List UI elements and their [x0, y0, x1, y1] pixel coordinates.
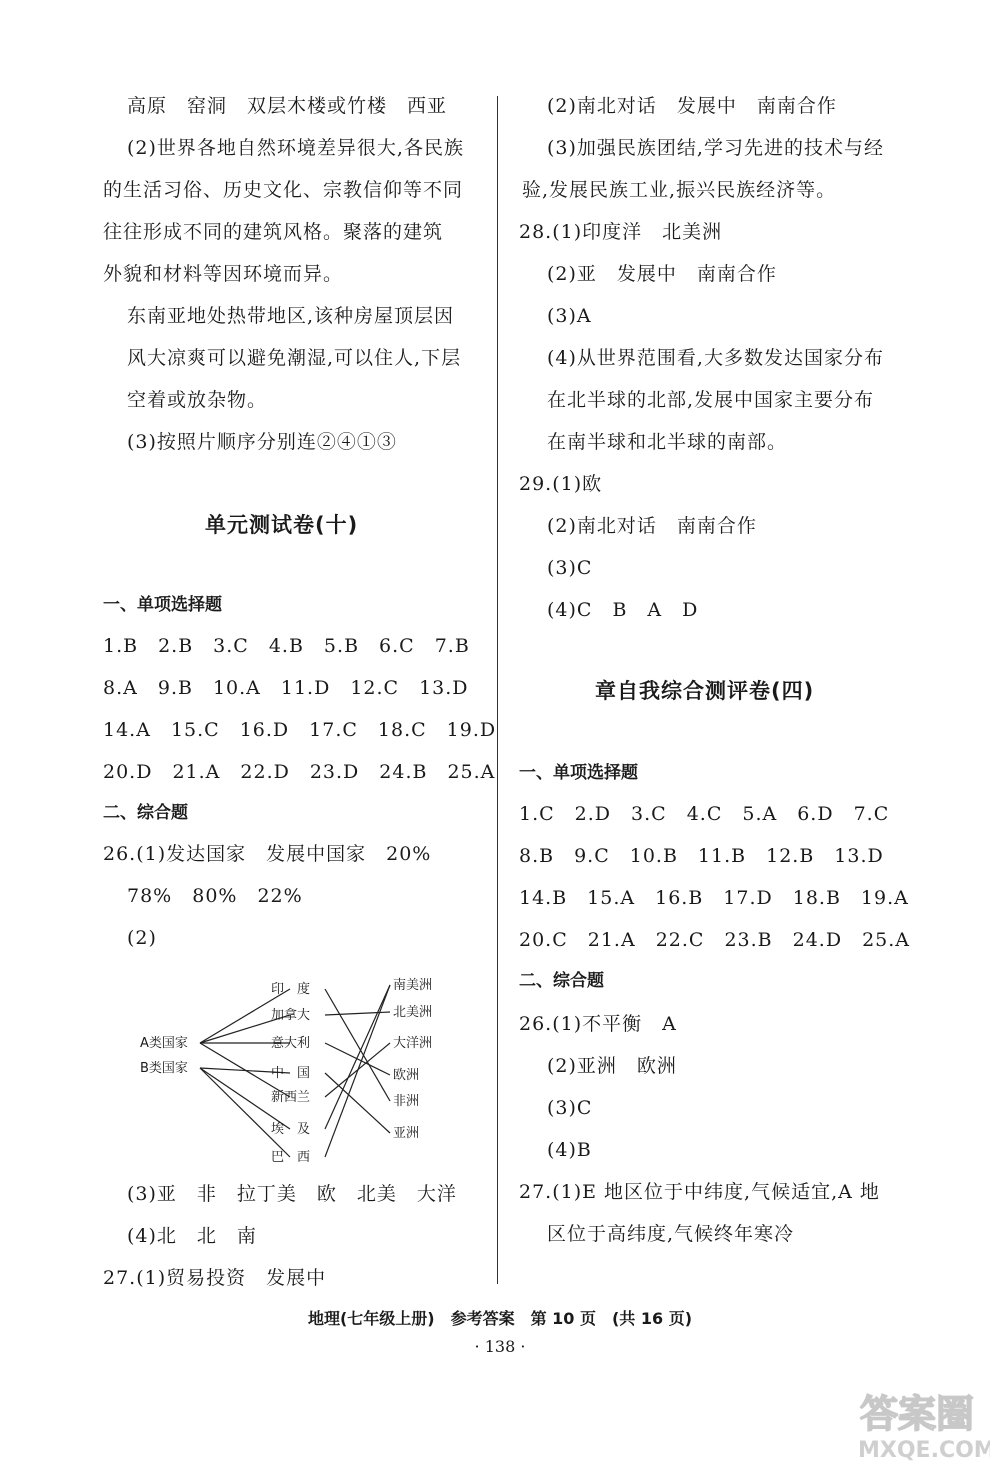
text-line: 26.(1)不平衡 A	[519, 1013, 677, 1035]
answer-row: 8.A 9.B 10.A 11.D 12.C 13.D	[103, 677, 469, 699]
answer-row: 1.C 2.D 3.C 4.C 5.A 6.D 7.C	[519, 803, 890, 825]
text-line: 27.(1)贸易投资 发展中	[103, 1267, 327, 1289]
unit-test-title: 单元测试卷(十)	[205, 513, 359, 537]
text-line: 空着或放杂物。	[127, 389, 268, 411]
answer-row: 20.C 21.A 22.C 23.B 24.D 25.A	[519, 929, 911, 951]
text-line: (4)从世界范围看,大多数发达国家分布	[547, 347, 884, 369]
answer-row: 14.A 15.C 16.D 17.C 18.C 19.D	[103, 719, 497, 741]
diagram-country: 埃 及	[271, 1122, 311, 1137]
diagram-continent: 非洲	[393, 1094, 420, 1109]
text-line: 风大凉爽可以避免潮湿,可以住人,下层	[127, 347, 462, 369]
section-heading-choice: 一、单项选择题	[519, 763, 638, 783]
section-heading-choice: 一、单项选择题	[103, 595, 222, 615]
text-line: (3)C	[547, 1097, 593, 1119]
diagram-continent: 南美洲	[393, 978, 433, 993]
answer-row: 1.B 2.B 3.C 4.B 5.B 6.C 7.B	[103, 635, 470, 657]
matching-diagram	[130, 965, 470, 1180]
text-line: 外貌和材料等因环境而异。	[103, 263, 344, 285]
text-line: (2)世界各地自然环境差异很大,各民族	[127, 137, 464, 159]
text-line: 在北半球的北部,发展中国家主要分布	[547, 389, 875, 411]
text-line: (2)南北对话 南南合作	[547, 515, 757, 537]
text-line: 在南半球和北半球的南部。	[547, 431, 788, 453]
answer-row: 20.D 21.A 22.D 23.D 24.B 25.A	[103, 761, 496, 783]
diagram-country: 意大利	[271, 1036, 311, 1051]
text-line: (2)亚 发展中 南南合作	[547, 263, 777, 285]
watermark-url: MXQE.COM	[858, 1438, 990, 1463]
text-line: 高原 窑洞 双层木楼或竹楼 西亚	[127, 95, 448, 117]
watermark-text: 答案圈	[860, 1392, 975, 1436]
watermark-logo	[790, 1385, 990, 1465]
text-line: 的生活习俗、历史文化、宗教信仰等不同	[103, 179, 464, 201]
diagram-continent: 大洋洲	[393, 1036, 433, 1051]
answer-row: 8.B 9.C 10.B 11.B 12.B 13.D	[519, 845, 884, 867]
text-line: (4)B	[547, 1139, 592, 1161]
diagram-group-b: B类国家	[140, 1061, 188, 1076]
text-line: 29.(1)欧	[519, 473, 603, 495]
diagram-country: 加拿大	[271, 1008, 311, 1023]
text-line: 28.(1)印度洋 北美洲	[519, 221, 723, 243]
answer-row: 14.B 15.A 16.B 17.D 18.B 19.A	[519, 887, 909, 909]
text-line: 区位于高纬度,气候终年寒冷	[547, 1223, 795, 1245]
text-line: (3)A	[547, 305, 592, 327]
diagram-country: 中 国	[271, 1066, 311, 1081]
text-line: (2)南北对话 发展中 南南合作	[547, 95, 837, 117]
section-heading-composite: 二、综合题	[519, 971, 604, 991]
diagram-country: 印 度	[271, 982, 311, 997]
text-line: (3)加强民族团结,学习先进的技术与经	[547, 137, 884, 159]
text-line: (3)按照片顺序分别连②④①③	[127, 431, 397, 453]
diagram-group-a: A类国家	[140, 1036, 188, 1051]
diagram-continent: 北美洲	[393, 1005, 433, 1020]
text-line: 27.(1)E 地区位于中纬度,气候适宜,A 地	[519, 1181, 880, 1203]
chapter-test-title: 章自我综合测评卷(四)	[595, 679, 815, 703]
text-line: (3)C	[547, 557, 593, 579]
column-divider	[497, 96, 498, 1284]
text-line: 78% 80% 22%	[127, 885, 303, 907]
diagram-country: 新西兰	[271, 1090, 311, 1105]
page-number: · 138 ·	[474, 1337, 526, 1356]
diagram-continent: 欧洲	[393, 1068, 420, 1083]
watermark-icon	[790, 1385, 990, 1465]
text-line: (4)北 北 南	[127, 1225, 257, 1247]
text-line: (3)亚 非 拉丁美 欧 北美 大洋	[127, 1183, 457, 1205]
text-line: (2)	[127, 927, 157, 949]
diagram-country: 巴 西	[271, 1150, 311, 1165]
text-line: 26.(1)发达国家 发展中国家 20%	[103, 843, 432, 865]
diagram-continent: 亚洲	[393, 1126, 420, 1141]
text-line: (4)C B A D	[547, 599, 699, 621]
text-line: 验,发展民族工业,振兴民族经济等。	[522, 179, 837, 201]
text-line: (2)亚洲 欧洲	[547, 1055, 677, 1077]
text-line: 往往形成不同的建筑风格。聚落的建筑	[103, 221, 444, 243]
text-line: 东南亚地处热带地区,该种房屋顶层因	[127, 305, 455, 327]
footer-info: 地理(七年级上册) 参考答案 第 10 页 (共 16 页)	[307, 1309, 693, 1328]
section-heading-composite: 二、综合题	[103, 803, 188, 823]
